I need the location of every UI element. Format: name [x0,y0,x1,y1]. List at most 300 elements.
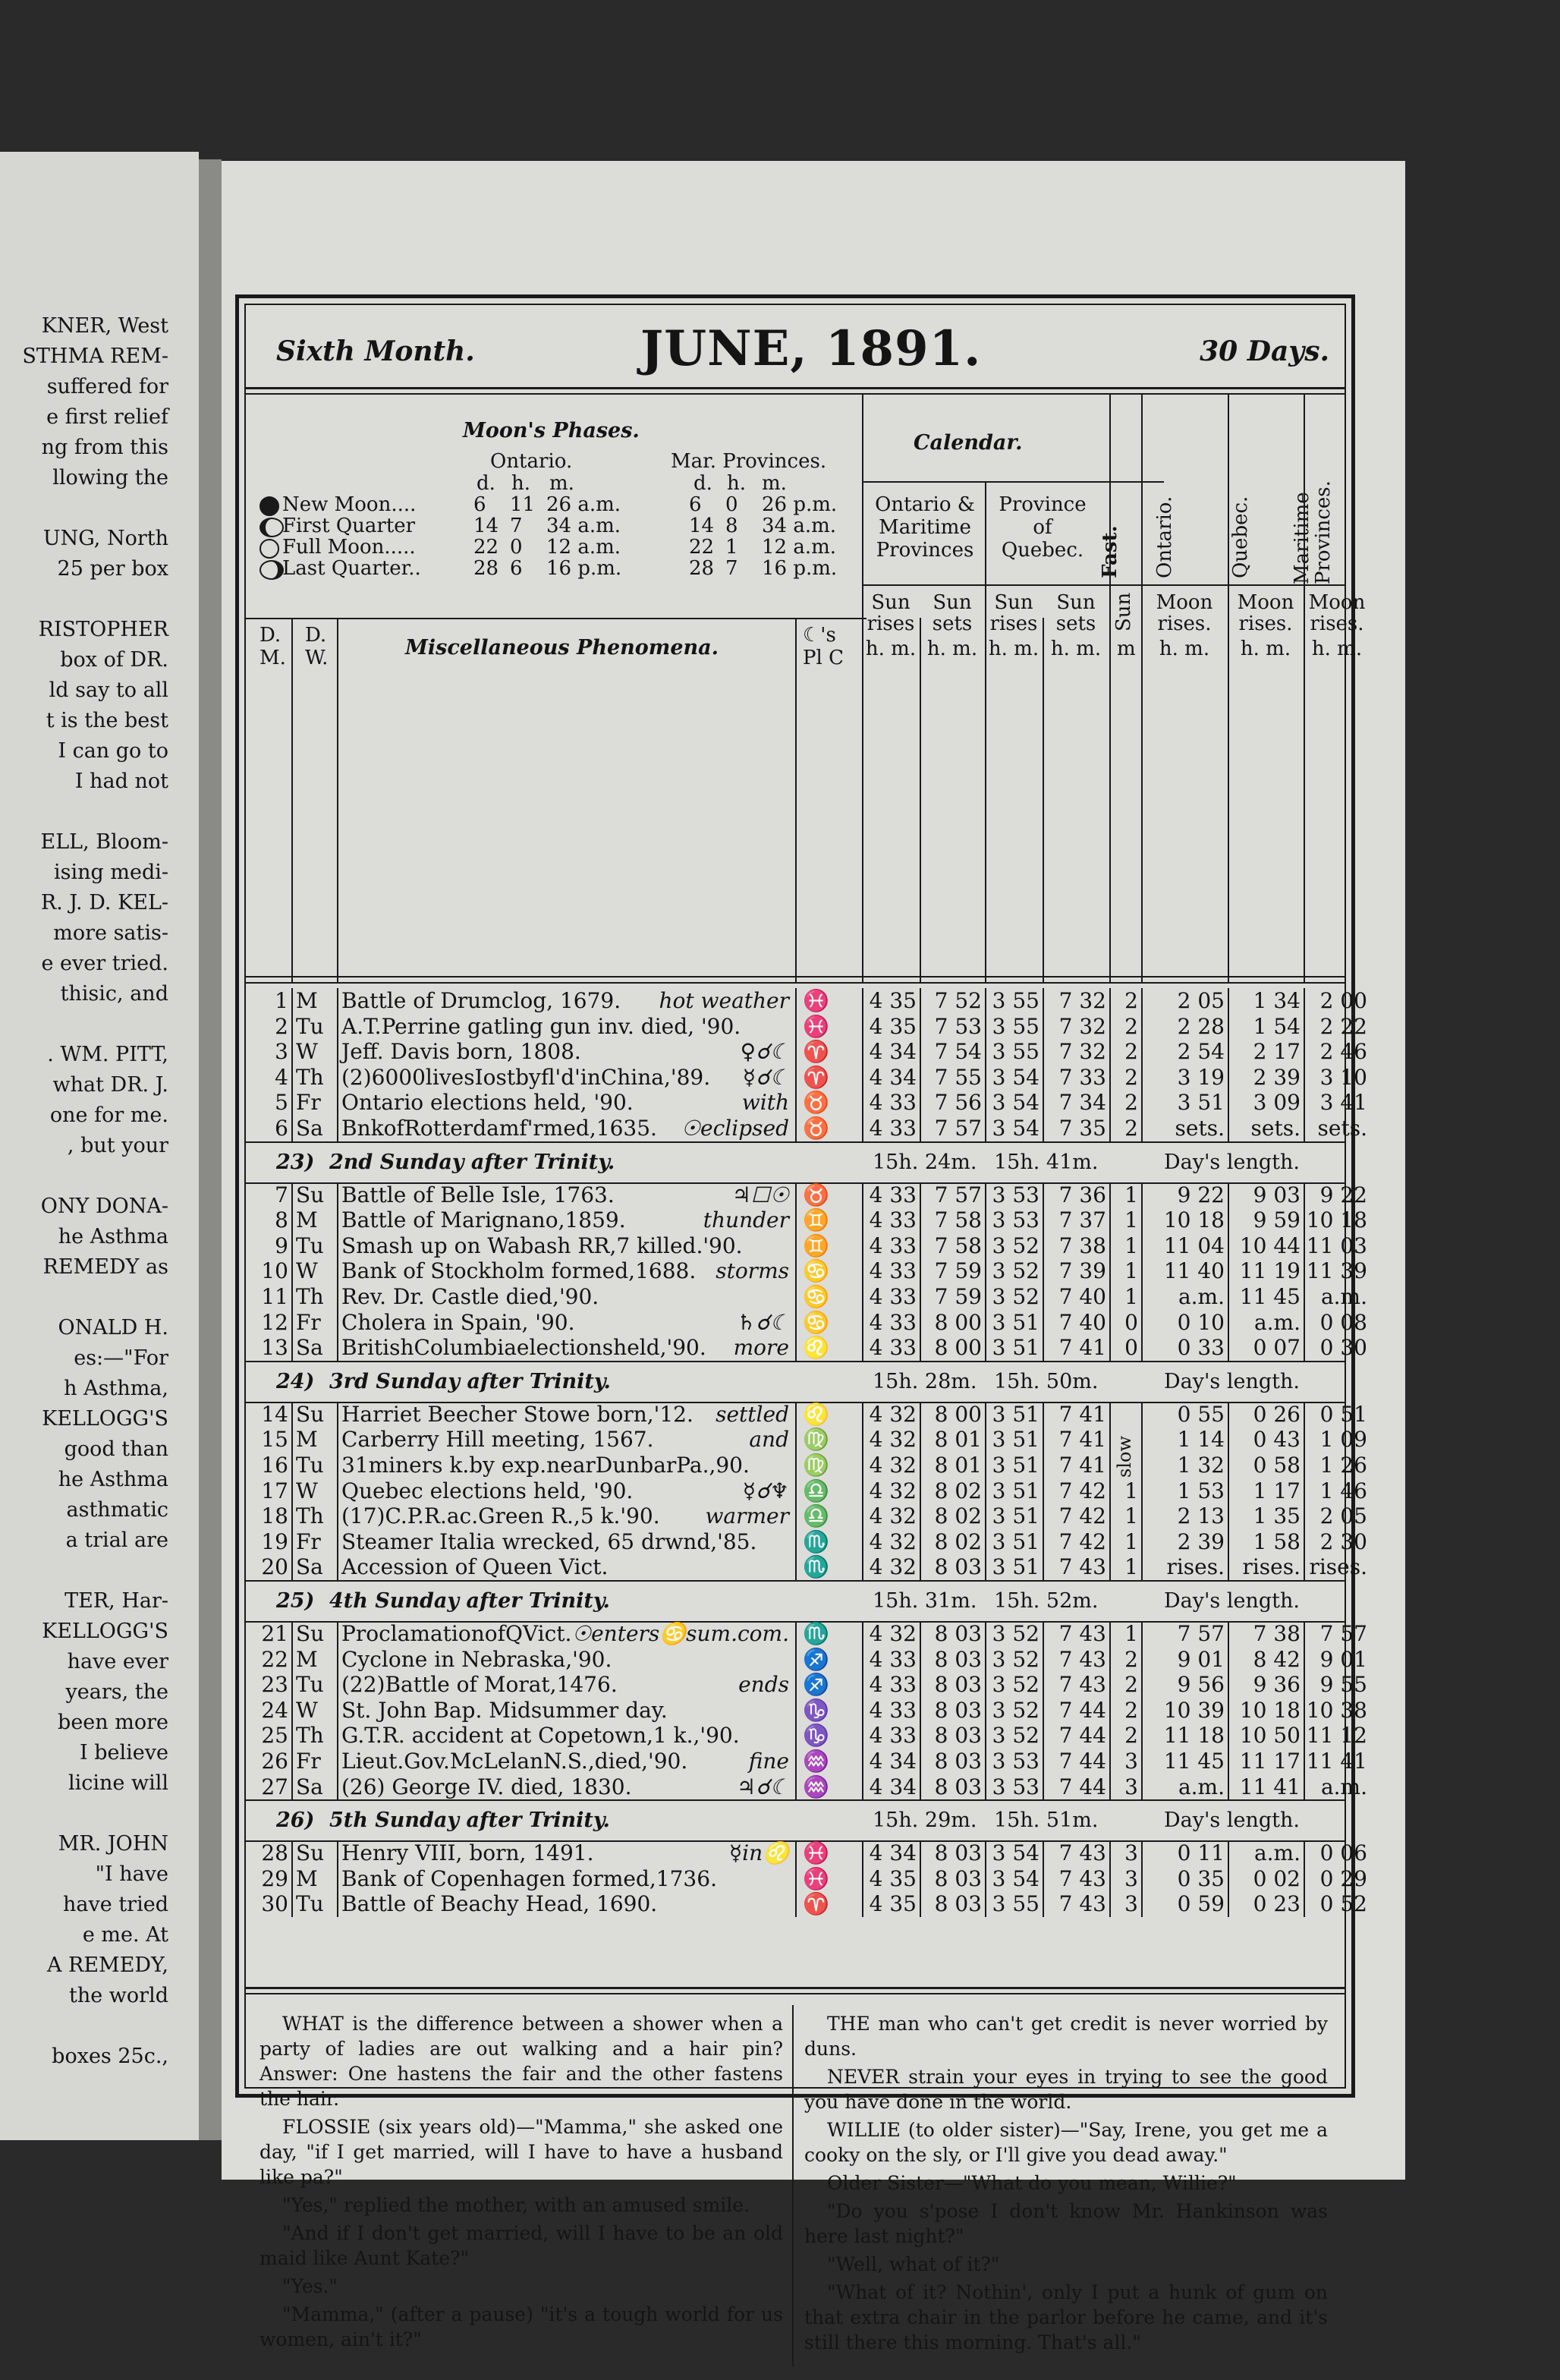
sun-fast: 1 [1124,1621,1138,1646]
sun-fast: 2 [1124,1116,1138,1141]
sun-rises-que: 3 51 [992,1528,1039,1554]
weather-note: ♃☐☉ [731,1182,789,1207]
sunday-number: 24) [276,1369,315,1393]
fast-heading: Fast. [1099,525,1121,578]
facing-page-line: ng from this [41,436,168,459]
facing-page-line: good than [64,1437,168,1461]
moon-unit-label: m. [762,472,787,495]
day-of-week: Tu [296,1891,324,1917]
day-of-month: 30 [261,1891,288,1917]
day-of-month: 8 [275,1207,288,1233]
moon-rises-mar: 0 30 [1319,1335,1367,1361]
day-of-week: Th [296,1284,324,1309]
facing-page-line: a trial are [65,1528,168,1552]
column-line [337,1621,338,1799]
moon-place: ♓ [803,988,829,1013]
column-line [1043,1840,1044,1917]
facing-page-line: have ever [67,1650,168,1673]
sun-fast: 2 [1124,1013,1138,1039]
moon-rises-que: 7 38 [1253,1621,1301,1646]
sun-rises-ont: 4 33 [869,1284,917,1309]
column-line [291,1840,293,1917]
facing-page-line: , but your [67,1134,168,1157]
moon-rises-ont: 1 53 [1177,1478,1225,1503]
day-of-month: 10 [261,1258,288,1284]
day-of-month: 24 [261,1697,288,1723]
moon-place: ♑ [803,1723,829,1749]
sun-fast: 2 [1124,1723,1138,1749]
moon-phase-value: 14 [689,515,715,537]
sun-fast: 3 [1124,1774,1138,1799]
moon-rises-que: 10 44 [1239,1232,1301,1258]
day-of-month: 28 [261,1840,288,1866]
day-of-month: 17 [261,1478,288,1503]
moon-phase-value: 28 [689,557,715,580]
facing-page-line: ONY DONA- [40,1195,168,1218]
facing-page-line: A REMEDY, [46,1953,168,1977]
moon-rises-mar: 3 41 [1319,1090,1367,1116]
facing-page-line: asthmatic [66,1498,168,1522]
event-text: Battle of Belle Isle, 1763. [341,1182,615,1207]
facing-page-line: 25 per box [57,557,168,581]
event-text: Henry VIII, born, 1491. [341,1840,594,1866]
sun-fast: 2 [1124,988,1138,1013]
sun-rises-que: 3 52 [992,1697,1039,1723]
event-text: Cyclone in Nebraska,'90. [341,1646,612,1672]
sun-fast: 2 [1124,1672,1138,1698]
sun-sets-ont: 8 03 [934,1865,982,1891]
moon-rises-que: 0 43 [1253,1427,1301,1453]
sunday-name: 4th Sunday after Trinity. [329,1589,610,1613]
column-line [1228,1621,1229,1799]
column-line [1304,393,1305,618]
moon-phase-name: Full Moon..... [282,536,416,559]
sun-rises-que: 3 51 [992,1453,1039,1478]
moon-rises-mar: 2 22 [1319,1013,1367,1039]
sun-rises-que: 3 52 [992,1258,1039,1284]
weather-note: ☉enters♋sum.com. [572,1621,789,1646]
ontario-moon-heading: Ontario. [1153,496,1176,578]
table-bottom-rule-2 [246,1993,1345,1994]
moon-place: ♈ [803,1064,829,1090]
event-text: Ontario elections held, '90. [341,1090,634,1116]
moon-place: ♋ [803,1258,829,1284]
moon-rises-mar: 0 29 [1319,1865,1367,1891]
column-line [337,1402,338,1580]
facing-page-line: e first relief [46,405,168,429]
sun-sets-ont: 8 03 [934,1697,982,1723]
moon-place-heading: ☾'s Pl C [803,624,844,669]
sun-rises-ont: 4 34 [869,1064,917,1090]
sun-sets-que: 7 35 [1058,1116,1106,1141]
column-line [1141,393,1143,618]
sun-rises-que: 3 52 [992,1232,1039,1258]
sun-sets-que: 7 44 [1058,1697,1106,1723]
column-unit: h. m. [926,638,978,660]
moon-place: ♎ [803,1478,829,1503]
column-line [337,1182,338,1361]
sun-fast: 2 [1124,1039,1138,1065]
weather-note: with [741,1090,789,1116]
sun-sets-ont: 8 03 [934,1749,982,1774]
moon-unit-label: m. [549,472,574,495]
moon-rises-que: 0 58 [1253,1453,1301,1478]
dm-heading: D. M. [259,624,286,669]
column-line [1228,988,1229,1141]
column-line [1141,988,1143,1141]
sun-sets-que: 7 41 [1058,1335,1106,1361]
facing-page-line: MR. JOHN [58,1832,168,1856]
moon-rises-ont: rises. [1166,1554,1225,1580]
moon-phase-value: 6 [689,493,702,516]
sun-fast: 1 [1124,1182,1138,1207]
day-length-quebec: 15h. 52m. [994,1589,1099,1613]
column-line [1304,1840,1305,1917]
sun-sets-ont: 8 03 [934,1672,982,1698]
sun-rises-que: 3 51 [992,1309,1039,1335]
column-line [795,988,797,1141]
joke-paragraph: THE man who can't get credit is never worried by duns. [804,2013,1328,2060]
moon-rises-mar: 11 03 [1306,1232,1367,1258]
moon-rises-que: 1 34 [1253,988,1301,1013]
sun-sets-que: 7 33 [1058,1064,1106,1090]
facing-page-line: t is the best [46,709,168,732]
moon-place: ♑ [803,1697,829,1723]
moon-rises-mar: 10 18 [1306,1207,1367,1233]
moon-rises-que: 1 54 [1253,1013,1301,1039]
event-text: BritishColumbiaelectionsheld,'90. [341,1335,706,1361]
day-of-week: Tu [296,1232,324,1258]
event-text: (26) George IV. died, 1830. [341,1774,632,1799]
jokes-right-column [804,2011,1328,2358]
day-of-week: Su [296,1621,325,1646]
moon-rises-ont: 0 10 [1177,1309,1225,1335]
joke-paragraph: "Mamma," (after a pause) "it's a tough world for us women, ain't it?" [259,2303,783,2350]
moon-rises-ont: 7 57 [1177,1621,1225,1646]
moon-rises-mar: sets. [1317,1116,1367,1141]
day-of-month: 6 [275,1116,288,1141]
day-of-week: M [296,988,318,1013]
moon-place: ♉ [803,1090,829,1116]
moon-rises-que: 10 50 [1239,1723,1301,1749]
sun-rises-ont: 4 33 [869,1232,917,1258]
moon-rises-ont: 9 01 [1177,1646,1225,1672]
sun-rises-que: 3 51 [992,1335,1039,1361]
day-of-week: Th [296,1503,324,1529]
facing-page-line: KELLOGG'S [42,1620,168,1643]
column-line [337,988,338,1141]
moon-phase-value: 16 p.m. [546,557,622,580]
facing-page-line: es:—"For [74,1346,168,1370]
weather-note: hot weather [659,988,789,1013]
sun-sets-ont: 7 52 [934,988,982,1013]
sun-rises-ont: 4 32 [869,1453,917,1478]
column-line [1109,1621,1111,1799]
day-length-ontario: 15h. 31m. [873,1589,977,1613]
sun-rises-ont: 4 35 [869,1865,917,1891]
column-line [985,1402,986,1580]
weather-note: ☿☌☾ [742,1064,789,1090]
moon-rises-que: 9 36 [1253,1672,1301,1698]
column-heading: Moon rises. [1156,591,1213,635]
day-of-week: Su [296,1401,325,1427]
moon-place: ♊ [803,1207,829,1233]
moon-place: ♉ [803,1182,829,1207]
column-line [862,1840,863,1917]
moon-phase-value: 0 [725,493,738,516]
moon-rises-mar: 11 12 [1306,1723,1367,1749]
sun-heading: Sun [1112,592,1135,631]
column-line [1043,988,1044,1141]
sun-fast: 3 [1124,1865,1138,1891]
sun-sets-ont: 8 00 [934,1335,982,1361]
sun-fast: 3 [1124,1749,1138,1774]
moon-rises-mar: a.m. [1320,1284,1367,1309]
moon-place: ♍ [803,1453,829,1478]
page-title: JUNE, 1891. [640,320,982,377]
moon-unit-label: h. [727,472,747,495]
page-frame [235,294,1367,2353]
moon-phase-icon [259,539,279,559]
column-line [1109,618,1111,982]
sun-sets-que: 7 43 [1058,1621,1106,1646]
day-of-week: M [296,1646,318,1672]
weather-note: ☿in♌ [728,1840,789,1866]
day-length-quebec: 15h. 50m. [994,1369,1099,1393]
maritime-moon-heading: Maritime Provinces. [1291,480,1335,584]
moon-rises-mar: 10 38 [1306,1697,1367,1723]
facing-page-line: ising medi- [53,861,168,884]
column-unit: h. m. [1240,638,1291,660]
page-inner-frame [244,304,1367,2353]
sun-fast: 2 [1124,1090,1138,1116]
column-line [291,618,293,982]
sun-rises-ont: 4 35 [869,1891,917,1917]
moon-rises-que: a.m. [1253,1840,1301,1866]
moon-rises-que: rises. [1242,1554,1301,1580]
moon-rises-mar: 9 22 [1319,1182,1367,1207]
day-of-month: 2 [275,1013,288,1039]
sun-rises-ont: 4 33 [869,1646,917,1672]
moon-rises-que: 0 26 [1253,1401,1301,1427]
sun-rises-que: 3 51 [992,1554,1039,1580]
moon-rises-que: 9 03 [1253,1182,1301,1207]
moon-rises-ont: 11 18 [1163,1723,1225,1749]
event-text: Jeff. Davis born, 1808. [341,1039,581,1065]
facing-page-line: the world [69,1984,168,2007]
moon-place: ♒ [803,1749,829,1774]
moon-rises-que: 0 07 [1253,1335,1301,1361]
event-text: A.T.Perrine gatling gun inv. died, '90. [341,1013,741,1039]
moon-rises-que: 11 41 [1239,1774,1301,1799]
weather-note: ☿☌♆ [742,1478,789,1503]
facing-page-line: licine will [68,1771,168,1795]
moon-rises-ont: 2 28 [1177,1013,1225,1039]
column-unit: m [1117,638,1136,660]
day-of-month: 12 [261,1309,288,1335]
moon-phase-value: 34 a.m. [546,515,621,537]
ont-mar-heading: Ontario & Maritime Provinces [875,493,975,562]
column-line [985,1840,986,1917]
moon-rises-mar: 3 10 [1319,1064,1367,1090]
sun-rises-que: 3 54 [992,1865,1039,1891]
sun-sets-ont: 8 00 [934,1401,982,1427]
sun-rises-ont: 4 32 [869,1621,917,1646]
moon-phase-value: 6 [473,493,486,516]
column-line [1043,1621,1044,1799]
event-text: Carberry Hill meeting, 1567. [341,1427,654,1453]
sun-fast: 2 [1124,1646,1138,1672]
sun-fast: 1 [1124,1528,1138,1554]
sun-rises-ont: 4 33 [869,1335,917,1361]
sun-sets-ont: 8 03 [934,1621,982,1646]
joke-paragraph: Older Sister—"What do you mean, Willie?" [827,2172,1237,2194]
day-of-week: W [296,1478,318,1503]
day-of-week: Su [296,1840,325,1866]
moon-phase-value: 22 [689,536,715,559]
sunday-name: 5th Sunday after Trinity. [329,1809,610,1833]
day-length-label: Day's length. [1164,1369,1300,1393]
sun-sets-que: 7 40 [1058,1284,1106,1309]
event-text: G.T.R. accident at Copetown,1 k.,'90. [341,1723,740,1749]
ontario-label: Ontario. [490,450,573,473]
joke-paragraph: "Well, what of it?" [827,2253,1000,2275]
column-line [1304,618,1305,982]
column-line [920,618,921,982]
moon-phase-icon [259,518,284,537]
moon-rises-ont: 0 59 [1177,1891,1225,1917]
facing-page-line: more satis- [53,921,168,945]
moon-rises-ont: a.m. [1178,1284,1225,1309]
weather-note: ♄☌☾ [736,1309,789,1335]
day-length-label: Day's length. [1164,1589,1300,1613]
sun-rises-que: 3 51 [992,1478,1039,1503]
sun-fast: 3 [1124,1840,1138,1866]
facing-page-line: h Asthma, [64,1377,168,1400]
moon-rises-mar: 0 06 [1319,1840,1367,1866]
facing-page [0,152,199,2140]
day-of-week: Sa [296,1116,323,1141]
moon-rises-ont: 0 33 [1177,1335,1225,1361]
sun-sets-ont: 7 54 [934,1039,982,1065]
sun-sets-que: 7 44 [1058,1723,1106,1749]
sun-sets-ont: 8 03 [934,1891,982,1917]
joke-paragraph: "And if I don't get married, will I have to be an old maid like Aunt Kate?" [259,2222,783,2269]
weather-note: ♀☌☾ [740,1039,789,1065]
sun-fast: 1 [1124,1284,1138,1309]
moon-phase-value: 8 [725,515,738,537]
moon-phase-value: 26 a.m. [546,493,621,516]
sun-sets-que: 7 37 [1058,1207,1106,1233]
sun-sets-ont: 8 02 [934,1528,982,1554]
column-line [862,1621,863,1799]
sun-rises-que: 3 51 [992,1503,1039,1529]
column-heading: Sun sets [1055,591,1096,635]
sunday-row [246,1580,1345,1618]
joke-lead: WHAT [282,2013,344,2035]
moon-place: ♓ [803,1013,829,1039]
column-line [795,1840,797,1917]
event-text: ProclamationofQVict. [341,1621,572,1646]
moon-rises-que: 2 17 [1253,1039,1301,1065]
sun-sets-ont: 8 03 [934,1723,982,1749]
event-text: BnkofRotterdamf'rmed,1635. [341,1116,657,1141]
weather-note: and [749,1427,789,1453]
column-heading: Moon rises. [1237,591,1294,635]
sunday-row [246,1799,1345,1837]
facing-page-line: e me. At [82,1923,168,1947]
day-of-month: 25 [261,1723,288,1749]
misc-phenomena-heading: Miscellaneous Phenomena. [405,636,719,660]
sun-rises-que: 3 51 [992,1401,1039,1427]
column-heading: Sun rises [989,591,1038,635]
dw-heading: D. W. [305,624,329,669]
day-of-week: M [296,1207,318,1233]
moon-place: ♓ [803,1865,829,1891]
moon-rises-ont: 11 04 [1163,1232,1225,1258]
sun-rises-ont: 4 32 [869,1528,917,1554]
facing-page-line: boxes 25c., [52,2045,168,2068]
moon-rises-mar: rises. [1309,1554,1367,1580]
moon-rises-que: a.m. [1253,1309,1301,1335]
facing-page-line: KELLOGG'S [42,1407,168,1431]
header-rule [246,387,1345,389]
column-line [1141,618,1143,982]
sun-rises-que: 3 55 [992,1891,1039,1917]
column-line [985,1182,986,1361]
moon-rises-mar: 9 01 [1319,1646,1367,1672]
day-of-month: 3 [275,1039,288,1065]
sun-rises-ont: 4 32 [869,1401,917,1427]
day-of-month: 27 [261,1774,288,1799]
sun-sets-que: 7 32 [1058,1013,1106,1039]
day-of-month: 19 [261,1528,288,1554]
column-line [291,988,293,1141]
day-of-month: 7 [275,1182,288,1207]
moon-rises-ont: 3 19 [1177,1064,1225,1090]
moon-rises-mar: 2 00 [1319,988,1367,1013]
facing-page-line: I can go to [58,739,168,763]
moon-place: ♈ [803,1039,829,1065]
column-line [337,1840,338,1917]
sun-rises-que: 3 54 [992,1090,1039,1116]
sun-sets-que: 7 44 [1058,1749,1106,1774]
sun-rises-ont: 4 32 [869,1478,917,1503]
day-of-month: 16 [261,1453,288,1478]
sun-sets-ont: 8 03 [934,1554,982,1580]
column-line [1141,1621,1143,1799]
day-of-month: 9 [275,1232,288,1258]
moon-rises-ont: 2 54 [1177,1039,1225,1065]
column-line [795,1621,797,1799]
day-of-week: Tu [296,1013,324,1039]
day-of-month: 23 [261,1672,288,1698]
sun-rises-que: 3 53 [992,1207,1039,1233]
day-of-week: Sa [296,1774,323,1799]
moon-phase-value: 28 [473,557,499,580]
moon-rises-que: 0 23 [1253,1891,1301,1917]
day-of-week: Tu [296,1453,324,1478]
sunday-number: 26) [276,1809,315,1833]
day-of-week: Fr [296,1309,321,1335]
sun-sets-que: 7 32 [1058,1039,1106,1065]
weather-note: ♃☌☾ [736,1774,789,1799]
sun-sets-ont: 8 02 [934,1478,982,1503]
moon-rises-ont: 0 55 [1177,1401,1225,1427]
moon-rises-ont: 0 11 [1177,1840,1225,1866]
sun-sets-que: 7 42 [1058,1528,1106,1554]
event-text: Accession of Queen Vict. [341,1554,609,1580]
